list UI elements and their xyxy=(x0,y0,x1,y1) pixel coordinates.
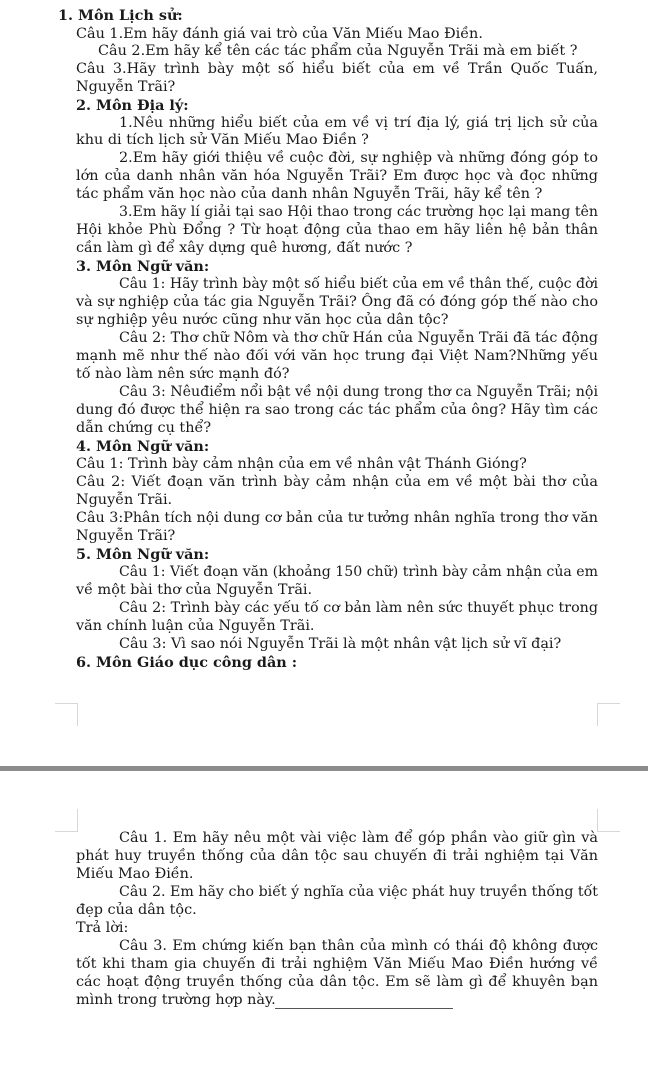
text-line xyxy=(76,974,648,992)
document-page-2 xyxy=(0,771,648,1080)
question-text-line: tốt khi tham gia chuyến đi trải nghiệm Văn Miếu Mao Điền hướng về xyxy=(76,956,598,972)
text-line xyxy=(76,546,648,564)
question-text-line: dẫn chứng cụ thể? xyxy=(76,420,212,436)
text-line xyxy=(119,115,648,133)
text-line xyxy=(76,312,648,330)
question-text-line: lớn của danh nhân văn hóa Nguyễn Trãi? Em được học và đọc những xyxy=(76,168,598,184)
text-line xyxy=(76,582,648,600)
question-text-line: Nguyễn Trãi? xyxy=(76,528,176,544)
footer-rule xyxy=(275,1008,453,1009)
crop-mark xyxy=(55,703,78,726)
text-line xyxy=(76,438,648,456)
question-text-line: Câu 3. Em chứng kiến bạn thân của mình có thái độ không được xyxy=(119,938,598,954)
text-line xyxy=(76,61,648,79)
question-text-line: Câu 2.Em hãy kể tên các tác phẩm của Nguyễn Trãi mà em biết ? xyxy=(98,43,578,59)
text-line xyxy=(119,600,648,618)
question-text-line: Câu 3: Vì sao nói Nguyễn Trãi là một nhân vật lịch sử vĩ đại? xyxy=(119,636,562,652)
text-line xyxy=(76,902,648,920)
question-text-line: tác phẩm văn học nào của danh nhân Nguyễn Trãi, hãy kể tên ? xyxy=(76,186,543,202)
text-line xyxy=(119,830,648,848)
question-text-line: sự nghiệp yêu nước cũng như văn học của dân tộc? xyxy=(76,312,449,328)
question-text-line: Câu 1: Viết đoạn văn (khoảng 150 chữ) trình bày cảm nhận của em xyxy=(119,564,598,580)
crop-mark xyxy=(55,809,78,832)
text-line xyxy=(76,528,648,546)
question-text-line: Trả lời: xyxy=(76,920,129,936)
question-text-line: văn chính luận của Nguyễn Trãi. xyxy=(76,618,315,634)
question-text-line: Câu 3: Nêuđiểm nổi bật về nội dung trong thơ ca Nguyễn Trãi; nội xyxy=(119,384,598,400)
question-text-line: 1.Nêu những hiểu biết của em về vị trí địa lý, giá trị lịch sử của xyxy=(119,115,598,131)
question-text-line: Câu 2: Viết đoạn văn trình bày cảm nhận của em về một bài thơ của xyxy=(76,474,598,490)
text-line xyxy=(76,956,648,974)
text-line xyxy=(76,97,648,115)
text-line xyxy=(119,204,648,222)
question-text-line: Câu 2: Trình bày các yếu tố cơ bản làm nên sức thuyết phục trong xyxy=(119,600,598,616)
text-line xyxy=(76,240,648,258)
text-line xyxy=(58,7,648,25)
text-line xyxy=(76,132,648,150)
question-text-line: 2.Em hãy giới thiệu về cuộc đời, sự nghiệp và những đóng góp to xyxy=(119,150,598,166)
crop-mark xyxy=(597,703,620,726)
question-text-line: đẹp của dân tộc. xyxy=(76,902,197,918)
text-line xyxy=(76,456,648,474)
text-line xyxy=(76,654,648,672)
section-heading: 1. Môn Lịch sử: xyxy=(58,7,183,24)
question-text-line: tố nào làm nên sức mạnh đó? xyxy=(76,366,290,382)
question-text-line: các hoạt động truyền thống của dân tộc. Em sẽ làm gì để khuyên bạn xyxy=(76,974,598,990)
section-heading: 5. Môn Ngữ văn: xyxy=(76,546,210,563)
question-text-line: 3.Em hãy lí giải tại sao Hội thao trong các trường học lại mang tên xyxy=(119,204,598,220)
question-text-line: phát huy truyền thống của dân tộc sau chuyến đi trải nghiệm tại Văn xyxy=(76,848,598,864)
crop-mark xyxy=(597,809,620,832)
text-line xyxy=(76,366,648,384)
section-heading: 6. Môn Giáo dục công dân : xyxy=(76,654,298,671)
question-text-line: Câu 3.Hãy trình bày một số hiểu biết của em về Trần Quốc Tuấn, xyxy=(76,61,598,77)
text-line xyxy=(76,510,648,528)
text-line xyxy=(119,150,648,168)
question-text-line: Câu 1.Em hãy đánh giá vai trò của Văn Miếu Mao Điền. xyxy=(76,26,483,42)
text-line xyxy=(76,866,648,884)
text-line xyxy=(119,636,648,654)
question-text-line: mình trong trường hợp này. xyxy=(76,992,276,1008)
question-text-line: Nguyễn Trãi. xyxy=(76,492,173,508)
text-line xyxy=(76,474,648,492)
text-line xyxy=(119,564,648,582)
text-line xyxy=(76,79,648,97)
text-line xyxy=(76,26,648,44)
question-text-line: Câu 2. Em hãy cho biết ý nghĩa của việc phát huy truyền thống tốt xyxy=(119,884,598,900)
question-text-line: Câu 3:Phân tích nội dung cơ bản của tư tưởng nhân nghĩa trong thơ văn xyxy=(76,510,598,526)
section-heading: 2. Môn Địa lý: xyxy=(76,97,189,114)
question-text-line: Miếu Mao Điền. xyxy=(76,866,194,882)
text-line xyxy=(119,276,648,294)
text-line xyxy=(76,920,648,938)
question-text-line: Câu 1: Hãy trình bày một số hiểu biết của em về thân thế, cuộc đời xyxy=(119,276,598,292)
text-line xyxy=(76,186,648,204)
question-text-line: mạnh mẽ như thế nào đối với văn học trung đại Việt Nam?Những yếu xyxy=(76,348,598,364)
text-line xyxy=(76,168,648,186)
text-line xyxy=(119,384,648,402)
question-text-line: Nguyễn Trãi? xyxy=(76,79,176,95)
text-line xyxy=(98,43,648,61)
text-line xyxy=(119,330,648,348)
question-text-line: dung đó được thể hiện ra sao trong các tác phẩm của ông? Hãy tìm các xyxy=(76,402,598,418)
text-line xyxy=(76,420,648,438)
question-text-line: khu di tích lịch sử Văn Miếu Mao Điền ? xyxy=(76,132,369,148)
question-text-line: Câu 1: Trình bày cảm nhận của em về nhân vật Thánh Gióng? xyxy=(76,456,527,472)
question-text-line: Câu 1. Em hãy nêu một vài việc làm để góp phần vào giữ gìn và xyxy=(119,830,598,846)
text-line xyxy=(76,402,648,420)
text-line xyxy=(76,492,648,510)
text-line xyxy=(76,258,648,276)
text-line xyxy=(76,294,648,312)
section-heading: 3. Môn Ngữ văn: xyxy=(76,258,210,275)
section-heading: 4. Môn Ngữ văn: xyxy=(76,438,210,455)
text-line xyxy=(76,348,648,366)
text-line xyxy=(76,848,648,866)
question-text-line: Câu 2: Thơ chữ Nôm và thơ chữ Hán của Nguyễn Trãi đã tác động xyxy=(119,330,598,346)
question-text-line: và sự nghiệp của tác gia Nguyễn Trãi? Ông đã có đóng góp thế nào cho xyxy=(76,294,598,310)
text-line xyxy=(119,884,648,902)
text-line xyxy=(119,938,648,956)
question-text-line: cần làm gì để xây dựng quê hương, đất nước ? xyxy=(76,240,413,256)
question-text-line: về một bài thơ của Nguyễn Trãi. xyxy=(76,582,313,598)
question-text-line: Hội khỏe Phù Đổng ? Từ hoạt động của thao em hãy liên hệ bản thân xyxy=(76,222,598,238)
text-line xyxy=(76,222,648,240)
text-line xyxy=(76,618,648,636)
